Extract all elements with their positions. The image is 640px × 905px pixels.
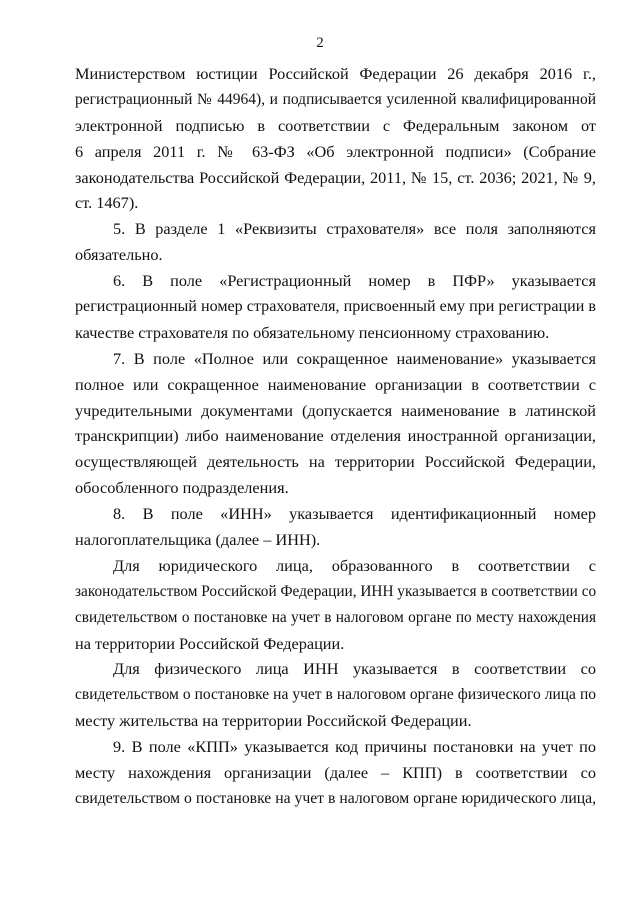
text-line: 8. В поле «ИНН» указывается идентификационный номер <box>113 504 596 524</box>
text-line: Для юридического лица, образованного в соответствии с <box>113 555 596 575</box>
text-line: месту жительства на территории Российской Федерации. <box>75 711 472 731</box>
text-line: на территории Российской Федерации. <box>75 633 345 653</box>
text-line: обязательно. <box>75 245 163 265</box>
page-number: 2 <box>316 35 324 51</box>
text-line: налогоплательщика (далее – ИНН). <box>75 530 321 550</box>
text-line: качестве страхователя по обязательному пенсионному страхованию. <box>75 322 550 342</box>
text-line: обособленного подразделения. <box>75 478 289 498</box>
text-line: свидетельством о постановке на учет в налоговом органе по месту нахождения <box>75 608 596 626</box>
text-line: 6. В поле «Регистрационный номер в ПФР» указывается <box>113 271 596 291</box>
text-line: Министерством юстиции Российской Федерации 26 декабря 2016 г., <box>75 64 596 83</box>
text-line: регистрационный № 44964), и подписывается усиленной квалифицированной <box>75 90 596 108</box>
text-line: 5. В разделе 1 «Реквизиты страхователя» все поля заполняются <box>113 219 596 239</box>
text-line: осуществляющей деятельность на территории Российской Федерации, <box>75 452 596 472</box>
text-line: Для физического лица ИНН указывается в соответствии со <box>113 659 596 679</box>
text-line: учредительными документами (допускается наименование в латинской <box>75 400 596 420</box>
text-line: свидетельством о постановке на учет в налоговом органе физического лица по <box>75 686 596 704</box>
document-body <box>75 61 596 812</box>
text-line: законодательством Российской Федерации, ИНН указывается в соответствии со <box>75 582 596 600</box>
text-line: 9. В поле «КПП» указывается код причины постановки на учет по <box>113 737 596 757</box>
text-line: регистрационный номер страхователя, присвоенный ему при регистрации в <box>75 298 596 316</box>
text-line: месту нахождения организации (далее – КПП) в соответствии со <box>75 763 596 783</box>
text-line: электронной подписью в соответствии с Федеральным законом от <box>75 115 596 135</box>
text-line: транскрипции) либо наименование отделения иностранной организации, <box>75 426 596 446</box>
text-line: 7. В поле «Полное или сокращенное наименование» указывается <box>113 348 596 368</box>
text-line: законодательства Российской Федерации, 2011, № 15, ст. 2036; 2021, № 9, <box>75 167 596 187</box>
text-line: свидетельством о постановке на учет в налоговом органе юридического лица, <box>75 789 596 807</box>
text-line: 6 апреля 2011 г. № 63-ФЗ «Об электронной подписи» (Собрание <box>75 141 596 161</box>
text-line: ст. 1467). <box>75 193 139 213</box>
text-line: полное или сокращенное наименование организации в соответствии с <box>75 374 596 394</box>
